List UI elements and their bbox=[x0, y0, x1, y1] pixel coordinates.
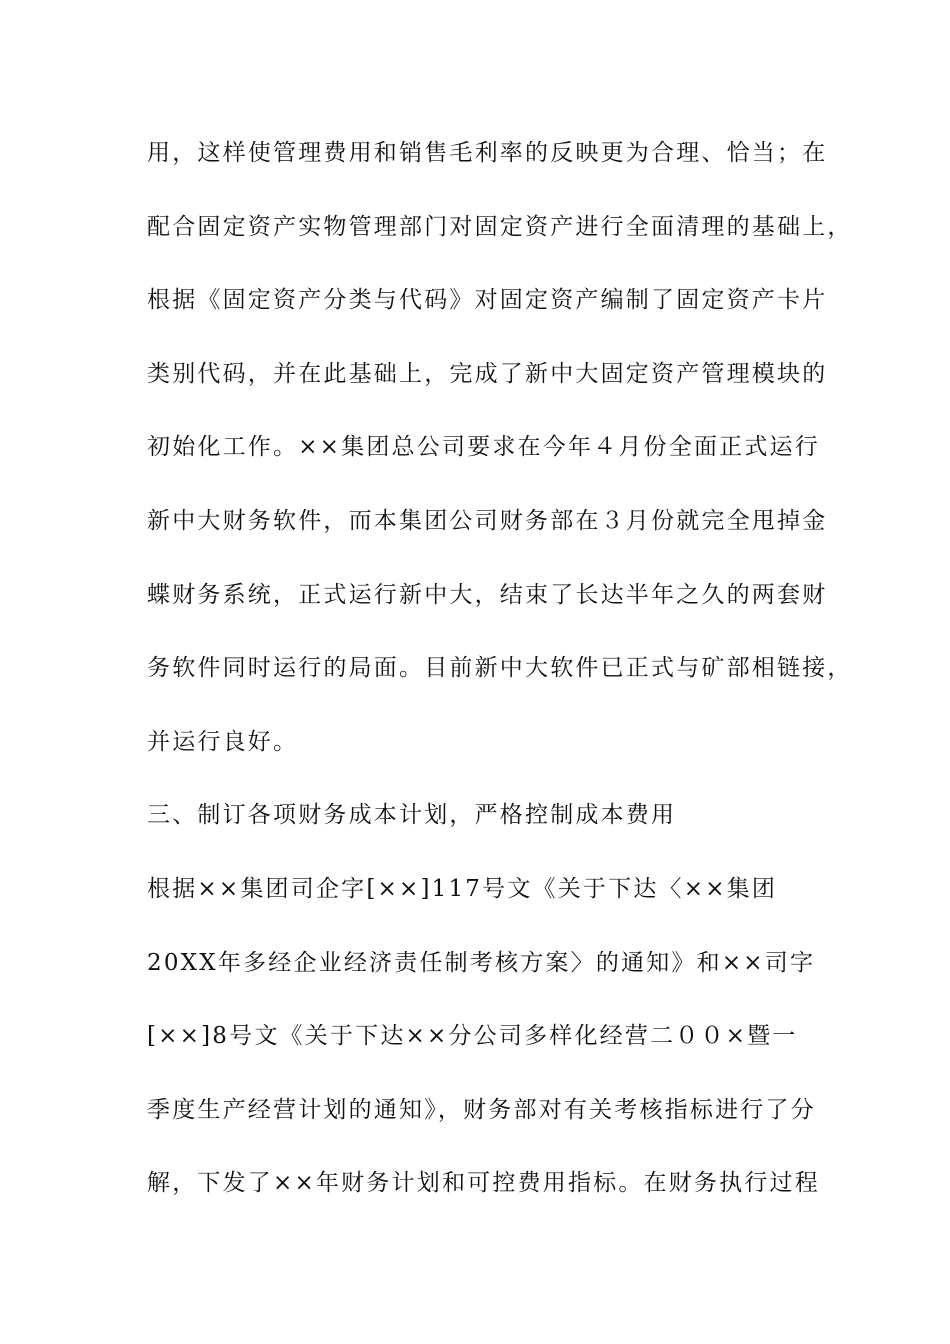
text-line: 配合固定资产实物管理部门对固定资产进行全面清理的基础上， bbox=[147, 213, 853, 240]
body-text bbox=[147, 131, 853, 1235]
text-line: 初始化工作。××集团总公司要求在今年４月份全面正式运行 bbox=[147, 434, 820, 461]
section-heading: 三、制订各项财务成本计划，严格控制成本费用 bbox=[147, 802, 677, 829]
text-line: [××]8号文《关于下达××分公司多样化经营二００×暨一 bbox=[147, 1023, 798, 1050]
text-line: 季度生产经营计划的通知》，财务部对有关考核指标进行了分 bbox=[147, 1096, 816, 1123]
text-line: 根据××集团司企字[××]117号文《关于下达〈××集团 bbox=[147, 875, 778, 902]
text-line: 用，这样使管理费用和销售毛利率的反映更为合理、恰当；在 bbox=[147, 140, 828, 166]
text-line: 并运行良好。 bbox=[147, 728, 299, 755]
text-line: 20XX年多经企业经济责任制考核方案〉的通知》和××司字 bbox=[147, 949, 816, 976]
text-line: 新中大财务软件，而本集团公司财务部在３月份就完全甩掉金 bbox=[147, 507, 828, 534]
text-line: 类别代码，并在此基础上，完成了新中大固定资产管理模块的 bbox=[147, 360, 828, 387]
text-line: 解，下发了××年财务计划和可控费用指标。在财务执行过程 bbox=[147, 1170, 820, 1197]
text-line: 根据《固定资产分类与代码》对固定资产编制了固定资产卡片 bbox=[147, 287, 828, 314]
text-line: 务软件同时运行的局面。目前新中大软件已正式与矿部相链接， bbox=[147, 655, 853, 682]
text-line: 蝶财务系统，正式运行新中大，结束了长达半年之久的两套财 bbox=[147, 581, 828, 608]
